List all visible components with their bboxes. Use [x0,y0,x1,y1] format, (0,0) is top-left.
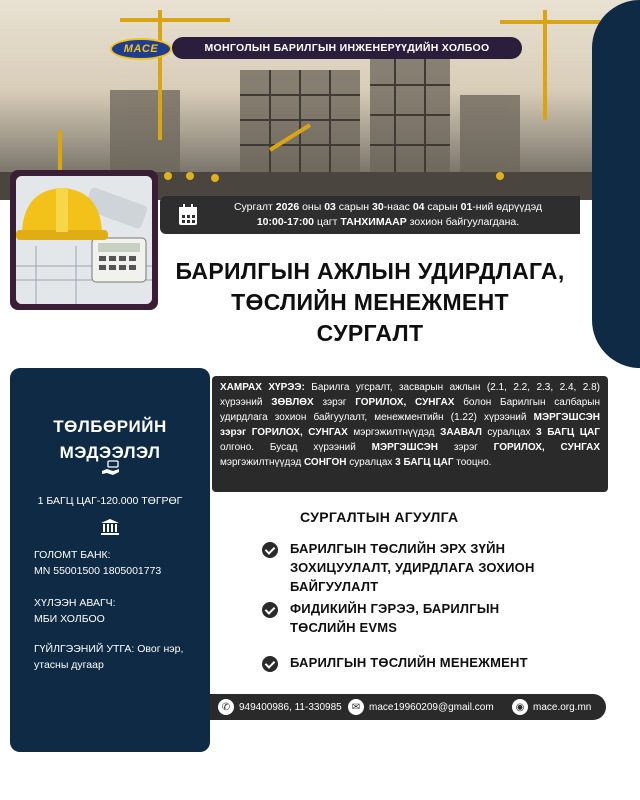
training-date-strip [160,196,580,234]
scope-text: зэрэг [438,442,494,453]
email-icon: ✉ [348,699,364,715]
receiver-label: ХҮЛЭЭН АВАГЧ: [34,597,116,609]
title-line: БАРИЛГЫН АЖЛЫН УДИРДЛАГА, [175,258,565,284]
date-text-part: -ний өдрүүдэд [472,200,543,213]
payment-title-line: ТӨЛБӨРИЙН [53,417,167,436]
payment-info-panel [10,368,210,752]
scope-text: суралцах [481,427,537,438]
start-month-value: 03 [324,200,336,213]
scope-label: ХАМРАХ ХҮРЭЭ: [220,382,305,393]
item-line: БАРИЛГЫН ТӨСЛИЙН ЭРХ ЗҮЙН [290,541,506,556]
website-url: mace.org.mn [533,701,592,713]
bank-info [34,548,206,580]
date-line-1 [208,200,568,215]
phone-contact[interactable] [218,699,342,715]
date-text-part: оны [299,200,325,213]
phone-number: 949400986, 11-330985 [239,701,342,713]
scope-bold-text: 3 БАГЦ ЦАГ [536,427,600,438]
end-month-value: 04 [412,200,425,213]
bank-account-number: MN 55001500 1805001773 [34,564,162,577]
helmet-blueprint-photo [16,176,152,304]
course-content-item-text [290,654,528,673]
scope-bold-text: ГОРИЛОХ, СУНГАХ [355,397,455,408]
decorative-side-panel [592,0,640,368]
helmet-blueprint-photo-frame [10,170,158,310]
date-text-part: зохион байгуулагдана. [406,216,520,228]
scope-bold-text: 3 БАГЦ ЦАГ [395,457,454,468]
course-content-item-text [290,540,535,597]
transaction-purpose-info [34,642,206,674]
title-line: ТӨСЛИЙН МЕНЕЖМЕНТ [231,289,509,316]
scope-text: зэрэг [313,397,356,408]
money-hand-icon [101,460,121,476]
website-link[interactable] [512,699,591,715]
email-address: mace19960209@gmail.com [369,701,494,713]
date-line-2 [208,215,568,230]
scope-bold-text: ЗӨВЛӨХ [271,397,314,408]
bank-icon [100,518,120,536]
scope-text: олгоно. Бусад хүрээний [220,442,372,453]
end-day-value: 01 [460,200,473,213]
scope-bold-text: МЭРГЭШСЭН [371,442,438,453]
scope-text: суралцах [346,457,396,468]
item-line: БАЙГУУЛАЛТ [290,578,379,594]
receiver-name: МБИ ХОЛБОО [34,612,105,625]
scope-bold-text: МЭРГЭШСЭН зэрэг ГОРИЛОХ, СУНГАХ [220,412,600,438]
email-contact[interactable] [348,699,494,715]
check-circle-icon [262,542,278,558]
scope-text: мэргэжилтнүүдэд [220,457,304,468]
course-content-item [262,654,582,673]
contact-bar [210,694,606,720]
date-text-part: -наас [383,200,413,213]
scope-text: мэргэжилтнүүдэд [347,427,441,438]
scope-bold-text: ЗААВАЛ [440,427,482,438]
scope-text: тооцно. [453,457,492,468]
date-text-part: цагт [314,216,341,228]
transaction-purpose-line: утасны дугаар [34,658,104,671]
scope-text: болон Барилгын салбарын удирдлага зохион байгуулалт, менежментийн (1.22) хүрээний [220,397,600,423]
organization-name-banner: МОНГОЛЫН БАРИЛГЫН ИНЖЕНЕРҮҮДИЙН ХОЛБОО [172,37,522,59]
transaction-purpose-line: ГҮЙЛГЭЭНИЙ УТГА: Овог нэр, [34,643,184,655]
calendar-icon [178,204,198,226]
date-text-part: сарын [424,200,461,213]
scope-text: Барилга угсралт, засварын ажлын (2.1, 2.2, 2.3, 2.4, 2.8) хүрээний [220,382,600,408]
scope-bold-text: ГОРИЛОХ, СУНГАХ [493,442,601,453]
item-line: ФИДИКИЙН ГЭРЭЭ, БАРИЛГЫН [290,601,500,616]
globe-icon: ◉ [512,699,528,715]
course-content-title: СУРГАЛТЫН АГУУЛГА [300,509,459,525]
course-content-item [262,540,582,597]
item-line: ЗОХИЦУУЛАЛТ, УДИРДЛАГА ЗОХИОН [290,559,535,575]
course-content-item-text [290,600,499,638]
date-text-part: сарын [335,200,372,213]
training-date-text [208,200,568,230]
mace-logo: MACE [110,38,172,60]
check-circle-icon [262,656,278,672]
payment-info-title [10,414,210,467]
receiver-info [34,596,206,628]
year-value: 2026 [275,200,300,213]
scope-info-box [212,376,608,492]
start-day-value: 30 [371,200,384,213]
fee-text: 1 БАГЦ ЦАГ-120.000 ТӨГРӨГ [37,495,183,507]
title-line: СУРГАЛТ [316,320,424,347]
scope-bold-text: СОНГОН [303,457,347,468]
payment-title-line: МЭДЭЭЛЭЛ [59,443,161,463]
phone-icon: ✆ [218,699,234,715]
item-line: БАРИЛГЫН ТӨСЛИЙН МЕНЕЖМЕНТ [290,655,528,670]
training-mode-value: ТАНХИМААР [340,216,407,228]
check-circle-icon [262,602,278,618]
page-title [160,256,580,349]
bank-name: ГОЛОМТ БАНК: [34,549,111,561]
course-content-item [262,600,582,638]
time-range-value: 10:00-17:00 [256,216,315,228]
item-line: ТӨСЛИЙН EVMS [290,619,398,635]
date-text-part: Сургалт [233,200,276,213]
